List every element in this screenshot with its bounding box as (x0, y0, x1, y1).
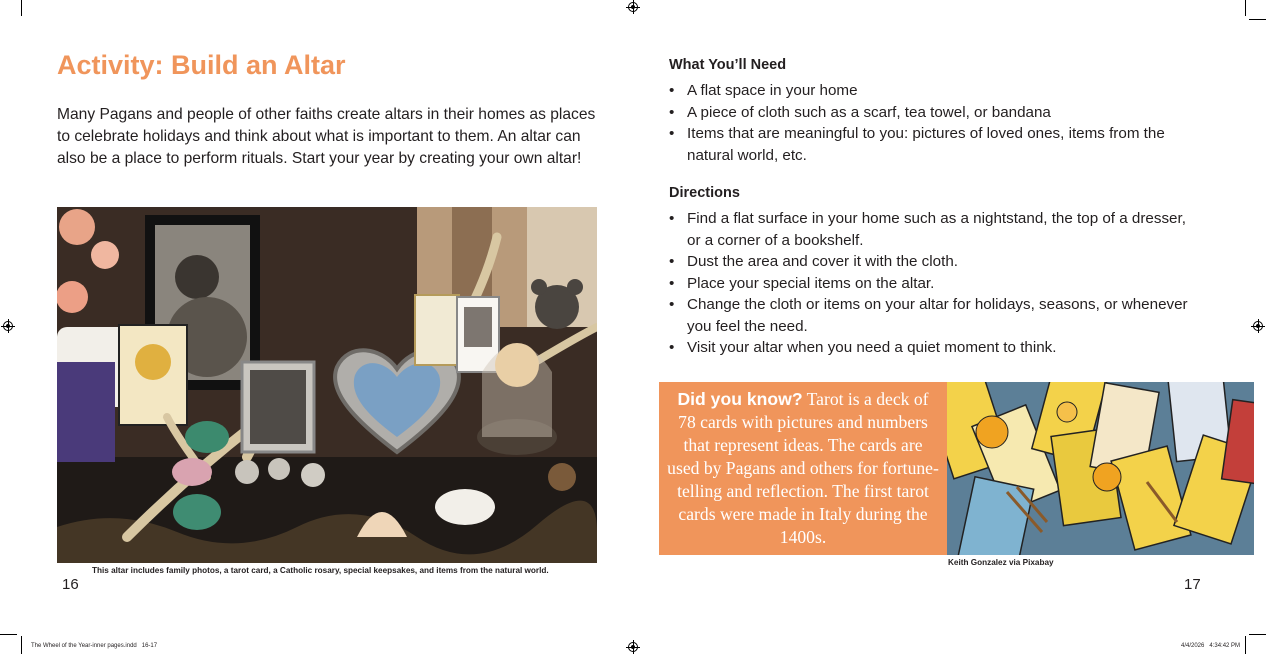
directions-heading: Directions (669, 185, 740, 201)
directions-list (669, 208, 1199, 359)
intro-paragraph: Many Pagans and people of other faiths create altars in their homes as places to celebrate holidays and think about what is important to them. An altar can also be a place to perform rituals. Start your year by creating your own altar! (57, 106, 596, 167)
did-you-know-label: Did you know? (677, 389, 803, 409)
list-item: • Items that are meaningful to you: pictures of loved ones, items from the natural world, etc. (669, 123, 1199, 166)
did-you-know-box (659, 382, 947, 555)
page-title: Activity: Build an Altar (57, 50, 346, 80)
crop-mark (0, 634, 17, 635)
altar-photo (57, 207, 597, 563)
crop-mark (1249, 19, 1266, 20)
page-number-left: 16 (62, 576, 79, 593)
registration-mark-icon (1253, 321, 1263, 331)
registration-mark-icon (628, 642, 638, 652)
need-heading: What You’ll Need (669, 57, 787, 73)
list-item: • A flat space in your home (669, 80, 1199, 102)
crop-mark (1245, 0, 1246, 16)
slug-timestamp: 4/4/2026 4:34:42 PM (1181, 643, 1241, 649)
need-list (669, 80, 1199, 166)
list-item: • Change the cloth or items on your altar for holidays, seasons, or whenever you feel the need. (669, 294, 1199, 337)
crop-mark (1249, 634, 1266, 635)
photo-credit: Keith Gonzalez via Pixabay (948, 558, 1054, 567)
page-number-right: 17 (1184, 576, 1201, 593)
list-item: • Dust the area and cover it with the cloth. (669, 251, 1199, 273)
photo-caption: This altar includes family photos, a tarot card, a Catholic rosary, special keepsakes, and items from the natural world. (92, 566, 549, 575)
list-item: • Visit your altar when you need a quiet moment to think. (669, 337, 1199, 359)
list-item: • A piece of cloth such as a scarf, tea towel, or bandana (669, 102, 1199, 124)
tarot-photo (947, 382, 1254, 555)
list-item: • Place your special items on the altar. (669, 273, 1199, 295)
registration-mark-icon (628, 2, 638, 12)
crop-mark (21, 636, 22, 654)
crop-mark (1245, 636, 1246, 654)
did-you-know-content (667, 388, 939, 549)
slug-filename: The Wheel of the Year-inner pages.indd 16-17 (31, 643, 158, 649)
registration-mark-icon (3, 321, 13, 331)
did-you-know-text: Tarot is a deck of 78 cards with pictures and numbers that represent ideas. The cards are used by Pagans and others for fortune-telling and reflection. The first tarot cards were made in Italy during the 1400s. (667, 389, 939, 547)
crop-mark (21, 0, 22, 16)
list-item: • Find a flat surface in your home such as a nightstand, the top of a dresser, or a corner of a bookshelf. (669, 208, 1199, 251)
